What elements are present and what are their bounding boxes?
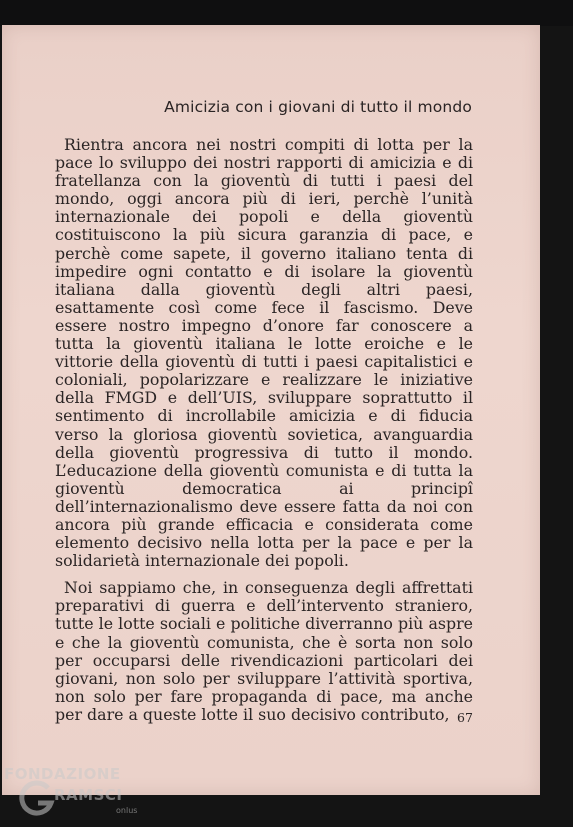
fondazione-gramsci-watermark <box>2 765 162 825</box>
watermark-line-1: FONDAZIONE <box>4 765 121 783</box>
watermark-line-3: onlus <box>116 806 138 815</box>
page-number: 67 <box>457 710 473 725</box>
gramsci-g-logo-icon <box>18 779 56 817</box>
running-head: Amicizia con i giovani di tutto il mondo <box>164 98 472 116</box>
watermark-line-2: RAMSCI <box>54 786 123 804</box>
scan-background <box>0 0 573 26</box>
paragraph-1: Rientra ancora nei nostri compiti di lotta per la pace lo sviluppo dei nostri rapporti di amicizia e di fratellanza con la gioventù di tutti i paesi del mondo, oggi ancora più di ieri, perchè l’unità internazionale dei popoli e della gioventù costituiscono la più sicura garanzia di pace, e perchè come sapete, il governo italiano tenta di impedire ogni contatto e di isolare la gioventù italiana dalla gioventù degli altri paesi, esattamente così come fece il fascismo. Deve essere nostro impegno d’onore far conoscere a tutta la gioventù italiana le lotte eroiche e le vittorie della gioventù di tutti i paesi capitalistici e coloniali, popolarizzare e realizzare le iniziative della FMGD e dell’UIS, sviluppare soprattutto il sentimento di incrollabile amicizia e di fiducia verso la gloriosa gioventù sovietica, avanguardia della gioventù progressiva di tutto il mondo. L’educazione della gioventù comunista e di tutta la gioventù democratica ai principî dell’internazionalismo deve essere fatta da noi con ancora più grande efficacia e considerata come elemento decisivo nella lotta per la pace e per la solidarietà internazionale dei popoli. <box>55 135 473 571</box>
paragraph-2: Noi sappiamo che, in conseguenza degli affrettati preparativi di guerra e dell’intervento straniero, tutte le lotte sociali e politiche diverranno più aspre e che la gioventù comunista, che è sorta non solo per occuparsi delle rivendicazioni particolari dei giovani, non solo per sviluppare l’attività sportiva, non solo per fare propaganda di pace, ma anche per dare a queste lotte il suo decisivo contributo, <box>55 578 473 724</box>
body-text <box>55 136 473 724</box>
book-page <box>2 25 540 795</box>
